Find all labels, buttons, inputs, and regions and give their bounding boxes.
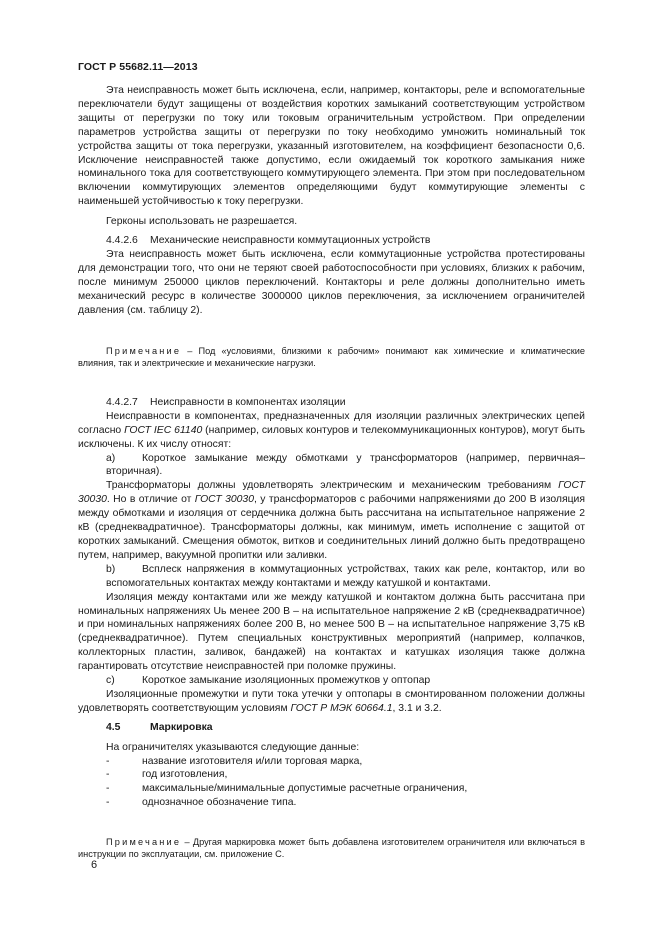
paragraph: Эта неисправность может быть исключена, если, например, контакторы, реле и вспомогательные переключатели будут защищены от воздействия коротких замыканий соответствующим устройством защиты от перегрузки по току или токовым ограничительным устройством. При определении параметров устройства защиты от перегрузки по току необходимо умножить номинальный ток устройства защиты от тока перегрузки, указанный изготовителем, на коэффициент безопасности 0,6. Исключение неисправностей также допустимо, если ожидаемый ток короткого замыкания ниже номинального тока для соответствующего коммутирующего элемента. При этом при последовательном включении коммутирующих элементов определяющими будут коммутирующие элементы с наименьшей устойчивостью к току перегрузки.	[78, 85, 585, 208]
text: Неисправности в компонентах, предназначенных для изоляции различных электрических цепей согласно	[78, 410, 585, 436]
paragraph: На ограничителях указываются следующие данные:	[106, 741, 360, 753]
item-text: Короткое замыкание между обмотками у трансформаторов (например, первичная–вторичная).	[106, 452, 585, 478]
section-title: Неисправности в компонентах изоляции	[150, 396, 346, 408]
dash-marker: -	[106, 797, 110, 809]
text: , у трансформаторов с рабочими напряжениями до 200 В изоляция между обмотками и изоляция от сердечника должна быть рассчитана на испытательное напряжение 2 кВ (среднеквадратичное). Трансформаторы должны, как минимум, иметь исполнение с защитой от коротких замыканий. Смещения обмоток, витков и соединительных линий должно быть предотвращено путем, например, вакуумной пропитки или заливки.	[78, 494, 585, 561]
paragraph: Изоляция между контактами или же между катушкой и контактом должна быть рассчитана при номинальных напряжениях Uь менее 200 В – на испытательное напряжение 2 кВ (среднеквадратичное) и при номинальных напряжениях более 200 В, но менее 500 В – на испытательное напряжение 3,75 кВ (среднеквадратичное). Путем специальных конструктивных мероприятий (например, колпачков, коллекторных пластин, заливок, бандажей) на контактах и катушках изоляция также должна гарантировать отсутствие неисправностей при поломке пружины.	[78, 591, 585, 673]
paragraph: Эта неисправность может быть исключена, если коммутационные устройства протестированы для демонстрации того, что они не теряют своей работоспособности при условиях, близких к рабочим, после минимум 250000 циклов переключений. Контакторы и реле должны дополнительно иметь механический ресурс в количестве 3000000 циклов переключения, за исключением ограничителей давления (см. таблицу 2).	[78, 248, 585, 316]
dash-marker: -	[106, 783, 110, 795]
section-number: 4.4.2.7	[106, 396, 138, 408]
list-item	[78, 755, 585, 769]
note	[78, 345, 585, 369]
text: Трансформаторы должны удовлетворять электрическим и механическим требованиям	[106, 480, 559, 492]
section-heading-4-5	[78, 721, 585, 735]
dash-marker: -	[106, 755, 110, 767]
paragraph	[78, 410, 585, 452]
list-item-a	[78, 452, 585, 480]
text: (например, силовых контуров и телекоммуникационных контуров), могут быть исключены. К их числу относят:	[78, 424, 586, 450]
reference: ГОСТ IEC 61140	[124, 424, 203, 436]
section-title: Маркировка	[150, 721, 213, 733]
paragraph: Герконы использовать не разрешается.	[106, 216, 298, 228]
reference: ГОСТ Р МЭК 60664.1	[290, 702, 393, 714]
note-text: – Под «условиями, близкими к рабочим» понимают как химические и климатические влияния, так и электрические и механические нагрузки.	[78, 345, 585, 368]
paragraph	[78, 688, 585, 716]
text: Изоляционные промежутки и пути тока утечки у оптопары в смонтированном положении должны удовлетворять соответствующим условиям	[78, 688, 585, 714]
page-content	[78, 84, 585, 861]
item-text: название изготовителя и/или торговая марка,	[142, 755, 363, 767]
item-text: максимальные/минимальные допустимые расчетные ограничения,	[142, 783, 468, 795]
item-text: год изготовления,	[142, 769, 228, 781]
list-item	[78, 796, 585, 810]
section-number: 4.4.2.6	[106, 235, 138, 247]
item-text: однозначное обозначение типа.	[142, 797, 297, 809]
note-label: Примечание	[106, 345, 182, 356]
list-item	[78, 768, 585, 782]
reference: ГОСТ 30030	[194, 494, 254, 506]
item-text: Всплеск напряжения в коммутационных устройствах, таких как реле, контактор, или во вспомогательных контактах между контактами и между катушкой и контактами.	[106, 563, 585, 589]
text: . Но в отличие от	[106, 494, 195, 506]
dash-marker: -	[106, 769, 110, 781]
item-text: Короткое замыкание изоляционных промежутков у оптопар	[142, 675, 431, 687]
note	[78, 836, 585, 860]
list-item	[78, 782, 585, 796]
reference: ГОСТ 30030	[78, 480, 585, 506]
section-heading-4-4-2-6	[78, 234, 585, 248]
item-label: а)	[106, 452, 116, 464]
item-label: b)	[106, 563, 116, 575]
text: , 3.1 и 3.2.	[392, 702, 442, 714]
section-title: Механические неисправности коммутационных устройств	[150, 235, 431, 247]
page-number: 6	[91, 859, 98, 871]
section-heading-4-4-2-7	[78, 396, 585, 410]
document-header: ГОСТ Р 55682.11—2013	[78, 61, 198, 73]
list-item-c	[78, 674, 585, 688]
list-item-b	[78, 563, 585, 591]
section-number: 4.5	[106, 721, 121, 733]
note-text: – Другая маркировка может быть добавлена изготовителем ограничителя или включаться в инструкции по эксплуатации, см. приложение С.	[78, 837, 585, 860]
paragraph	[78, 479, 585, 562]
note-label: Примечание	[106, 837, 182, 848]
item-label: c)	[106, 675, 115, 687]
